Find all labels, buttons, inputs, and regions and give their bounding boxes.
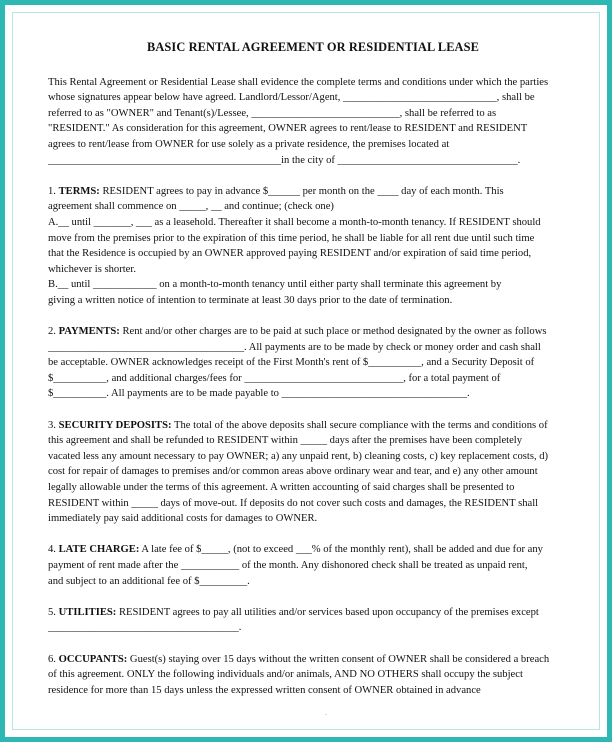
section-line: cost for repair of damages to premises and/or common areas above ordinary wear and tear, and e) any other amount xyxy=(48,466,538,478)
section-text: Rent and/or other charges are to be paid at such place or method designated by the owner as follows xyxy=(119,326,547,338)
document-body xyxy=(48,40,578,698)
section-first-line xyxy=(48,324,578,340)
section-number: 4. xyxy=(48,544,56,556)
section-first-line xyxy=(48,184,578,200)
section-line: of this agreement. ONLY the following individuals and/or animals, AND NO OTHERS shall occupy the subject xyxy=(48,669,523,681)
intro-paragraph xyxy=(48,75,578,169)
section-line: agreement shall commence on _____, __ and continue; (check one) xyxy=(48,201,334,213)
section-utilities xyxy=(48,605,578,636)
section-heading: LATE CHARGE: xyxy=(58,544,140,556)
section-line: whichever is shorter. xyxy=(48,263,136,275)
section-heading: SECURITY DEPOSITS: xyxy=(58,419,172,431)
section-number: 3. xyxy=(48,419,56,431)
section-heading: UTILITIES: xyxy=(58,606,117,618)
section-line: B.__ until ____________ on a month-to-month tenancy until either party shall terminate this agreement by xyxy=(48,279,502,291)
section-first-line xyxy=(48,542,578,558)
section-heading: PAYMENTS: xyxy=(58,326,120,338)
section-line: be acceptable. OWNER acknowledges receipt of the First Month's rent of $__________, and a Security Deposit of xyxy=(48,357,535,369)
section-first-line xyxy=(48,605,578,621)
section-line: ____________________________________. xyxy=(48,622,242,634)
section-security-deposits xyxy=(48,418,578,527)
intro-line: referred to as "OWNER" and Tenant(s)/Lessee, ____________________________, shall be referred to as xyxy=(48,107,497,119)
section-line: legally allowable under the terms of this agreement. A written accounting of said charges shall be presented to xyxy=(48,482,515,494)
section-number: 2. xyxy=(48,326,56,338)
section-number: 1. xyxy=(48,185,56,197)
section-text: RESIDENT agrees to pay all utilities and/or services based upon occupancy of the premises except xyxy=(116,606,539,618)
document-title: BASIC RENTAL AGREEMENT OR RESIDENTIAL LEASE xyxy=(147,40,479,54)
section-line: payment of rent made after the ___________ of the month. Any dishonored check shall be treated as unpaid rent, xyxy=(48,560,528,571)
section-first-line xyxy=(48,652,578,668)
section-occupants xyxy=(48,652,578,699)
intro-line: whose signatures appear below have agreed. Landlord/Lessor/Agent, _____________________________, shall be xyxy=(48,92,535,104)
section-line: $__________, and additional charges/fees for ______________________________, for a total payment of xyxy=(48,372,501,384)
section-heading: TERMS: xyxy=(58,185,100,197)
section-number: 5. xyxy=(48,606,56,618)
section-line: immediately pay said additional costs for damages to OWNER. xyxy=(48,513,318,525)
stray-mark: . xyxy=(325,708,327,717)
intro-line: "RESIDENT." As consideration for this agreement, OWNER agrees to rent/lease to RESIDENT and RESIDENT xyxy=(48,123,528,135)
section-line: this agreement and shall be refunded to RESIDENT within _____ days after the premises have been completely xyxy=(48,435,523,447)
section-line: residence for more than 15 days unless the expressed written consent of OWNER obtained in advance xyxy=(48,684,481,696)
section-line: move from the premises prior to the expiration of this time period, he shall be liable for all rent due until such time xyxy=(48,232,535,244)
section-first-line xyxy=(48,418,578,434)
section-text: The total of the above deposits shall secure compliance with the terms and conditions of xyxy=(171,419,548,431)
intro-line: ____________________________________________in the city of __________________________________. xyxy=(48,154,521,166)
section-line: A.__ until _______, ___ as a leasehold. Thereafter it shall become a month-to-month tenancy. If RESIDENT should xyxy=(48,216,541,228)
section-terms xyxy=(48,184,578,309)
section-line: giving a written notice of intention to terminate at least 30 days prior to the date of termination. xyxy=(48,294,453,306)
section-number: 6. xyxy=(48,653,56,665)
section-line: and subject to an additional fee of $_________. xyxy=(48,575,250,587)
section-line: $__________. All payments are to be made payable to ___________________________________. xyxy=(48,388,470,400)
section-text: RESIDENT agrees to pay in advance $______ per month on the ____ day of each month. This xyxy=(99,185,504,197)
section-line: that the Residence is occupied by an OWNER approved paying RESIDENT and/or expiration of said time period, xyxy=(48,248,532,260)
section-line: RESIDENT within _____ days of move-out. If deposits do not cover such costs and damages, the RESIDENT shall xyxy=(48,497,539,509)
section-line: _____________________________________. All payments are to be made by check or money order and cash shall xyxy=(48,341,541,353)
section-late-charge xyxy=(48,542,578,589)
section-payments xyxy=(48,324,578,402)
intro-line: This Rental Agreement or Residential Lease shall evidence the complete terms and conditions under which the parties xyxy=(48,76,549,88)
section-line: vacated less any amount necessary to pay OWNER; a) any unpaid rent, b) cleaning costs, c) key replacement costs, d) xyxy=(48,450,549,462)
intro-line: agrees to rent/lease from OWNER for use solely as a private residence, the premises located at xyxy=(48,138,450,150)
section-text: Guest(s) staying over 15 days without the written consent of OWNER shall be considered a breach xyxy=(127,653,550,665)
section-heading: OCCUPANTS: xyxy=(58,653,128,665)
section-text: A late fee of $_____, (not to exceed ___% of the monthly rent), shall be added and due for any xyxy=(139,544,543,556)
